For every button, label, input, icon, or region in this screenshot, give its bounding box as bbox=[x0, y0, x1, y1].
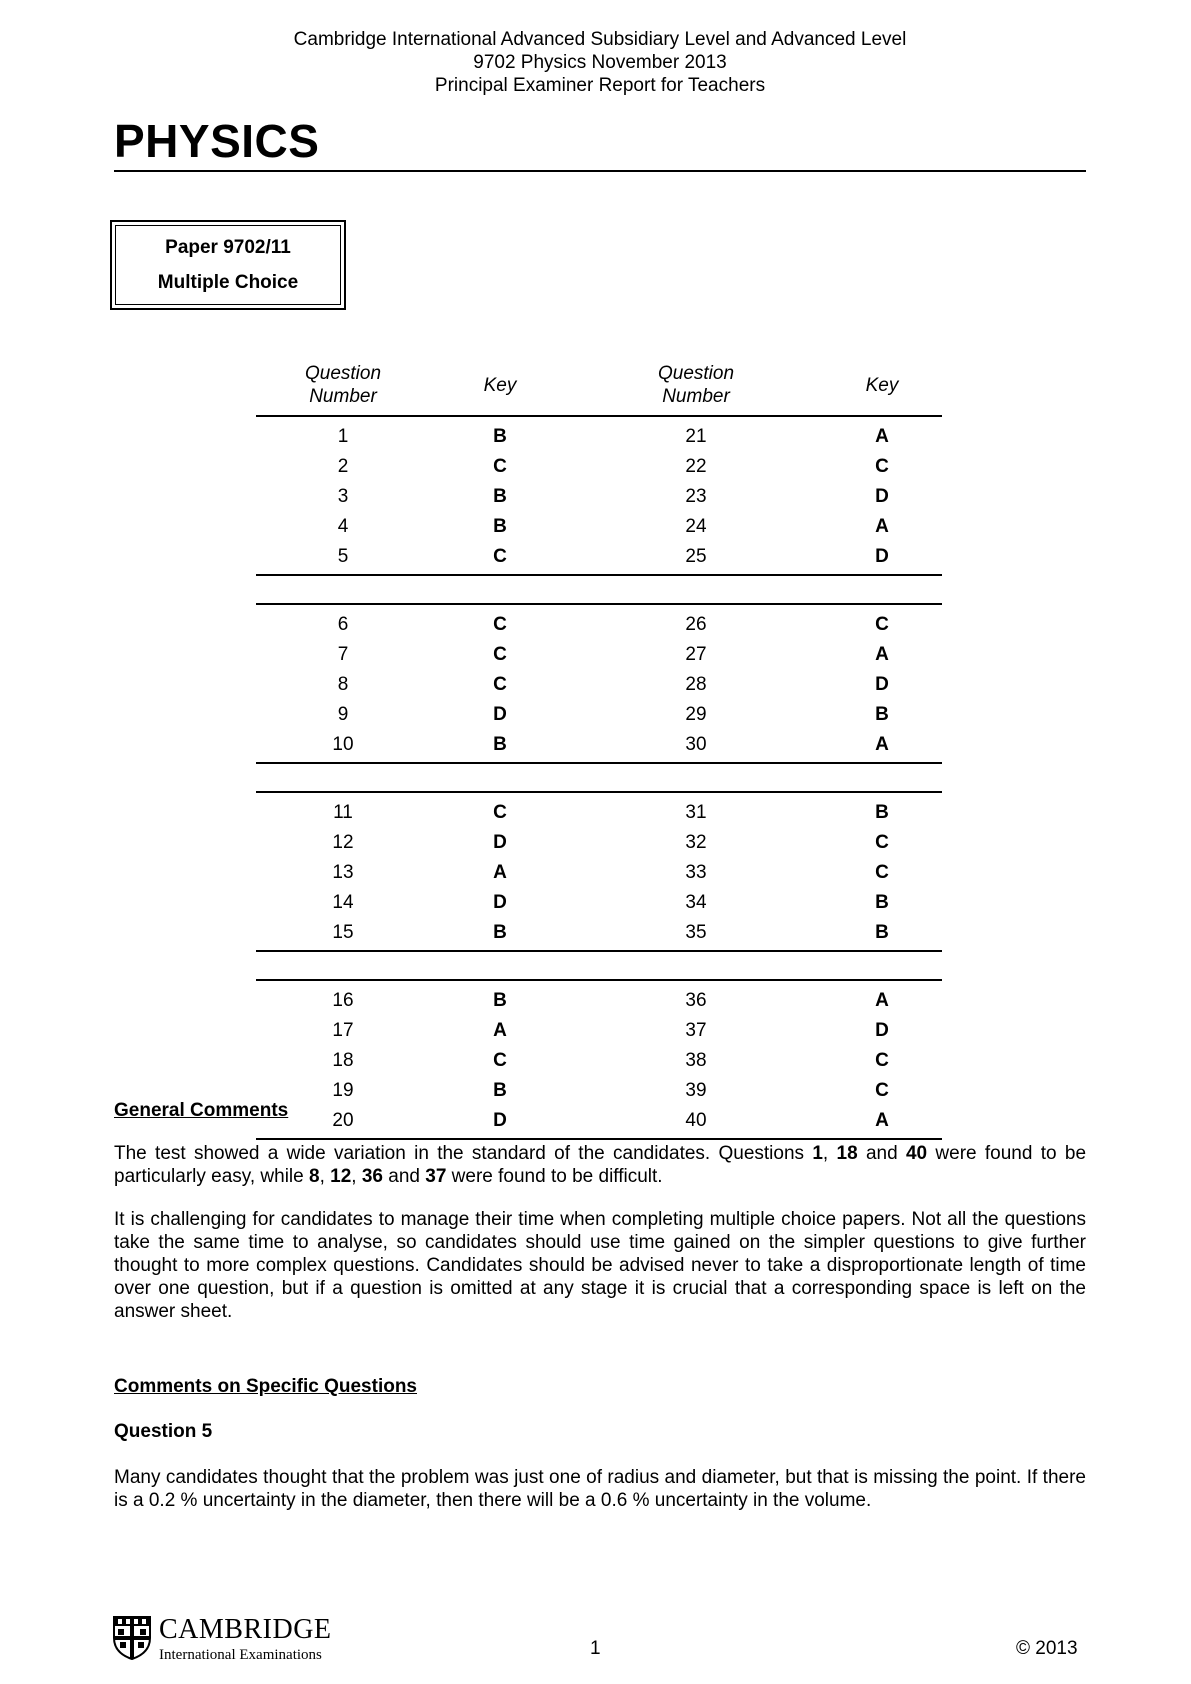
header-key-right: Key bbox=[865, 374, 899, 396]
text-run: and bbox=[857, 1143, 906, 1164]
table-row bbox=[256, 828, 942, 858]
logo-wordmark: CAMBRIDGE bbox=[159, 1614, 332, 1645]
question-number: 37 bbox=[685, 1020, 707, 1041]
answer-key: D bbox=[493, 832, 507, 853]
header-line-3: Principal Examiner Report for Teachers bbox=[434, 75, 766, 96]
question-number: 21 bbox=[685, 426, 707, 447]
answer-key: A bbox=[493, 862, 507, 883]
question-number: 27 bbox=[685, 644, 707, 665]
question-number: 33 bbox=[685, 862, 707, 883]
crest-icon bbox=[113, 1616, 151, 1660]
question-ref: 36 bbox=[361, 1166, 383, 1187]
question-number: 25 bbox=[685, 546, 707, 567]
question-group bbox=[256, 415, 942, 576]
question-number: 10 bbox=[332, 734, 354, 755]
table-row bbox=[256, 1076, 942, 1106]
general-comments-paragraph-1 bbox=[114, 1142, 1086, 1188]
question-number: 30 bbox=[685, 734, 707, 755]
subject-title: PHYSICS bbox=[114, 115, 320, 167]
question-number: 5 bbox=[337, 546, 349, 567]
group-spacer bbox=[256, 576, 942, 603]
table-row bbox=[256, 918, 942, 948]
question-number: 8 bbox=[337, 674, 349, 695]
answer-key: D bbox=[493, 892, 507, 913]
table-row bbox=[256, 858, 942, 888]
table-row bbox=[256, 422, 942, 452]
answer-key: A bbox=[875, 734, 889, 755]
answer-key: C bbox=[875, 1050, 889, 1071]
question-group bbox=[256, 603, 942, 764]
table-header-row bbox=[256, 355, 942, 415]
question-ref: 1 bbox=[812, 1143, 823, 1164]
question-number: 12 bbox=[332, 832, 354, 853]
table-row bbox=[256, 542, 942, 572]
header-number-word: Number bbox=[662, 386, 730, 407]
question-number: 24 bbox=[685, 516, 707, 537]
header-question-word: Question bbox=[657, 363, 735, 384]
paper-type: Multiple Choice bbox=[157, 272, 299, 293]
answer-key: D bbox=[493, 704, 507, 725]
question-number: 19 bbox=[332, 1080, 354, 1101]
table-row bbox=[256, 610, 942, 640]
answer-key: B bbox=[875, 704, 889, 725]
answer-key: B bbox=[875, 802, 889, 823]
cambridge-logo bbox=[113, 1614, 353, 1664]
answer-key: C bbox=[493, 644, 507, 665]
logo-subtitle: International Examinations bbox=[159, 1647, 322, 1663]
general-comments-heading: General Comments bbox=[114, 1100, 289, 1121]
table-row bbox=[256, 1046, 942, 1076]
header-key-left: Key bbox=[483, 374, 517, 396]
specific-comments-heading: Comments on Specific Questions bbox=[114, 1376, 417, 1397]
table-row bbox=[256, 986, 942, 1016]
report-header bbox=[0, 28, 1191, 97]
group-spacer bbox=[256, 952, 942, 979]
question-number: 29 bbox=[685, 704, 707, 725]
question-number: 26 bbox=[685, 614, 707, 635]
text-run: were found to be particularly easy, while bbox=[114, 1143, 1087, 1187]
question-number: 39 bbox=[685, 1080, 707, 1101]
question-ref: 37 bbox=[425, 1166, 447, 1187]
question-number: 7 bbox=[337, 644, 349, 665]
answer-key: A bbox=[875, 990, 889, 1011]
table-row bbox=[256, 512, 942, 542]
answer-key: C bbox=[493, 802, 507, 823]
answer-key: B bbox=[493, 516, 507, 537]
table-row bbox=[256, 640, 942, 670]
question-number: 18 bbox=[332, 1050, 354, 1071]
text-run: were found to be difficult. bbox=[446, 1166, 663, 1187]
answer-key: B bbox=[875, 892, 889, 913]
table-row bbox=[256, 670, 942, 700]
text-run: , bbox=[319, 1166, 331, 1187]
paper-box-inner bbox=[115, 225, 341, 305]
copyright: © 2013 bbox=[1016, 1638, 1078, 1659]
question-number: 1 bbox=[337, 426, 349, 447]
table-row bbox=[256, 700, 942, 730]
table-row bbox=[256, 1106, 942, 1136]
question-number: 23 bbox=[685, 486, 707, 507]
general-comments-paragraph-2: It is challenging for candidates to manage their time when completing multiple choice papers. Not all the questions take the same time to analyse, so candidates should use time gained on the simpler questions to give further thought to more complex questions. Candidates should be advised never to take a disproportionate length of time over one question, but if a question is omitted at any stage it is crucial that a corresponding space is left on the answer sheet. bbox=[114, 1209, 1086, 1322]
text-run: and bbox=[383, 1166, 426, 1187]
answer-key: B bbox=[493, 1080, 507, 1101]
answer-key: D bbox=[875, 486, 889, 507]
question-number: 9 bbox=[337, 704, 349, 725]
answer-key: B bbox=[493, 486, 507, 507]
answer-key: C bbox=[493, 456, 507, 477]
question-group bbox=[256, 979, 942, 1140]
page-number: 1 bbox=[590, 1638, 601, 1659]
question-number: 38 bbox=[685, 1050, 707, 1071]
text-run: The test showed a wide variation in the standard of the candidates. Questions bbox=[114, 1143, 813, 1164]
table-row bbox=[256, 1016, 942, 1046]
answer-key: B bbox=[493, 734, 507, 755]
answer-key: C bbox=[493, 546, 507, 567]
question-number: 11 bbox=[333, 802, 353, 823]
header-line-2: 9702 Physics November 2013 bbox=[473, 52, 727, 73]
question-ref: 18 bbox=[836, 1143, 858, 1164]
table-row bbox=[256, 888, 942, 918]
answer-key: A bbox=[493, 1020, 507, 1041]
question-ref: 12 bbox=[330, 1166, 352, 1187]
question-5-heading: Question 5 bbox=[114, 1421, 213, 1442]
answer-key: C bbox=[875, 832, 889, 853]
question-number: 14 bbox=[332, 892, 354, 913]
header-number-word: Number bbox=[309, 386, 377, 407]
paper-number: Paper 9702/11 bbox=[165, 237, 291, 258]
question-number: 20 bbox=[332, 1110, 354, 1131]
question-number: 3 bbox=[337, 486, 349, 507]
answer-key: A bbox=[875, 426, 889, 447]
question-number: 32 bbox=[685, 832, 707, 853]
header-question-number-left bbox=[256, 362, 430, 408]
answer-key: C bbox=[493, 674, 507, 695]
answer-key: A bbox=[875, 644, 889, 665]
answer-key: C bbox=[875, 1080, 889, 1101]
question-number: 2 bbox=[337, 456, 349, 477]
answer-key: D bbox=[875, 546, 889, 567]
table-body bbox=[256, 415, 942, 1140]
answer-key: A bbox=[875, 516, 889, 537]
answer-key: A bbox=[875, 1110, 889, 1131]
question-number: 16 bbox=[332, 990, 354, 1011]
question-number: 40 bbox=[685, 1110, 707, 1131]
answer-key: B bbox=[493, 990, 507, 1011]
table-row bbox=[256, 798, 942, 828]
question-5-paragraph: Many candidates thought that the problem was just one of radius and diameter, but that is missing the point. If there is a 0.2 % uncertainty in the diameter, then there will be a 0.6 % uncertainty in the volume. bbox=[114, 1467, 1086, 1511]
header-question-number-right bbox=[570, 362, 822, 408]
answer-key: C bbox=[875, 614, 889, 635]
header-question-word: Question bbox=[304, 363, 382, 384]
answer-key: D bbox=[493, 1110, 507, 1131]
question-number: 31 bbox=[685, 802, 707, 823]
answer-key: B bbox=[493, 426, 507, 447]
answer-key-table bbox=[256, 355, 942, 1140]
answer-key: D bbox=[875, 1020, 889, 1041]
table-row bbox=[256, 730, 942, 760]
answer-key: B bbox=[875, 922, 889, 943]
question-number: 36 bbox=[685, 990, 707, 1011]
answer-key: C bbox=[493, 614, 507, 635]
answer-key: C bbox=[875, 456, 889, 477]
table-row bbox=[256, 452, 942, 482]
question-number: 17 bbox=[332, 1020, 354, 1041]
paper-box bbox=[110, 220, 346, 310]
group-spacer bbox=[256, 764, 942, 791]
table-row bbox=[256, 482, 942, 512]
question-number: 35 bbox=[685, 922, 707, 943]
answer-key: C bbox=[875, 862, 889, 883]
text-run: , bbox=[351, 1166, 362, 1187]
question-number: 13 bbox=[332, 862, 354, 883]
answer-key: D bbox=[875, 674, 889, 695]
text-run: , bbox=[822, 1143, 837, 1164]
question-number: 22 bbox=[685, 456, 707, 477]
question-number: 34 bbox=[685, 892, 707, 913]
question-ref: 40 bbox=[905, 1143, 928, 1164]
question-number: 4 bbox=[337, 516, 349, 537]
question-number: 15 bbox=[332, 922, 354, 943]
header-line-1: Cambridge International Advanced Subsidiary Level and Advanced Level bbox=[293, 29, 907, 50]
answer-key: C bbox=[493, 1050, 507, 1071]
question-number: 28 bbox=[685, 674, 707, 695]
question-number: 6 bbox=[337, 614, 349, 635]
question-ref: 8 bbox=[309, 1166, 320, 1187]
question-group bbox=[256, 791, 942, 952]
title-rule bbox=[114, 170, 1086, 172]
answer-key: B bbox=[493, 922, 507, 943]
